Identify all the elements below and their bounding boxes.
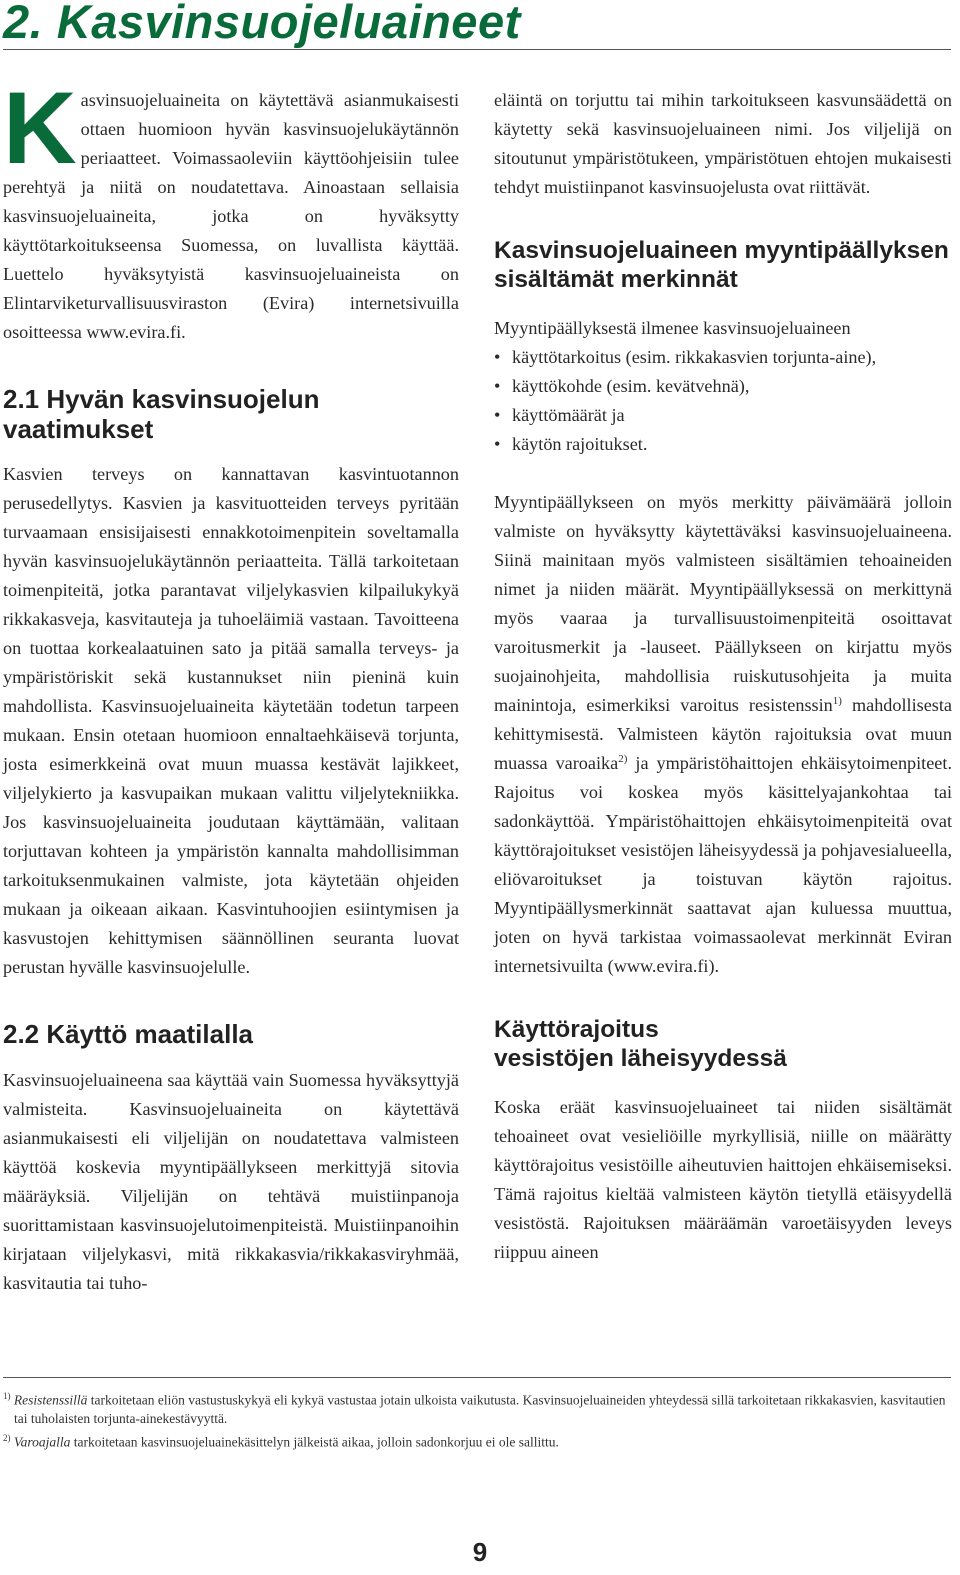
- footnotes: [3, 1387, 951, 1452]
- label-heading-line1: Kasvinsuojeluaineen myyntipäällyksen: [494, 237, 949, 264]
- section-2-2-continued: eläintä on torjuttu tai mihin tarkoitukseen kasvunsäädettä on käytetty sekä kasvinsuojeluaineen nimi. Jos viljelijä on sitoutunut ympäristötukeen, ympäristötuen ehtojen mukaisesti tehdyt muistiinpanot kasvinsuojelusta ovat riittävät.: [494, 90, 952, 197]
- label-paragraph-2: [494, 488, 952, 981]
- list-item: • käyttötarkoitus (esim. rikkakasvien torjunta-aine),: [494, 343, 952, 372]
- footnote-1-text: tarkoitetaan eliön vastustuskykyä eli kykyä vastustaa jotain ulkoista vaikutusta. Kasvinsuojeluaineiden yhteydessä sillä tarkoitetaan rikkakasvien, kasvitautien tai tuholaisten torjunta-ainekestävyyttä.: [14, 1392, 946, 1426]
- title-rule: [3, 49, 951, 50]
- intro-text: asvinsuojeluaineita on käytettävä asianmukaisesti ottaen huomioon hyvän kasvinsuojelukäytännön periaatteet. Voimassaoleviin käyttöohjeisiin tulee perehtyä ja niitä on noudatettava. Ainoastaan sellaisia kasvinsuojeluaineita, jotka on hyväksytty käyttötarkoitukseensa Suomessa, on luvallista käyttää. Luettelo hyväksytyistä kasvinsuojeluaineista on Elintarviketurvallisuusviraston (Evira) internetsivuilla osoitteessa www.evira.fi.: [3, 90, 459, 342]
- label-p2-part-b: mahdollisesta kehittymisestä. Valmisteen käytön rajoituksia ovat muun muassa varoaika: [494, 695, 953, 773]
- section-2-1-text: Kasvien terveys on kannattavan kasvintuotannon perusedellytys. Kasvien ja kasvituotteiden terveys pyritään turvaamaan ensisijaisesti ennakkotoimenpitein soveltamalla hyvän kasvinsuojelukäytännön periaatteita. Tällä tarkoitetaan toimenpiteitä, jotka parantavat viljelykasvien kilpailukykyä rikkakasveja, kasvitauteja ja tuhoeläimiä vastaan. Tavoitteena on tuottaa korkealaatuinen sato ja pitää samalla terveys- ja ympäristöriskit sekä kustannukset niin pieninä kuin mahdollista. Kasvinsuojeluaineita käytetään todetun tarpeen mukaan. Ensin otetaan huomioon ennaltaehkäisevä torjunta, josta esimerkkeinä ovat muun muassa kestävät lajikkeet, viljelykierto ja kasvupaikan mukaan valittu viljelytekniikka. Jos kasvinsuojeluaineita joudutaan käyttämään, valitaan torjuttavan kohteen ja ympäristön kannalta mahdollisimman tarkoituksenmukainen valmiste, jota käytetään ohjeiden mukaan ja oikeaan aikaan. Kasvintuhoojien esiintymisen ja kasvustojen kehittymisen säännöllinen seuranta luovat perustan hyvälle kasvinsuojelulle.: [3, 464, 459, 977]
- section-2-1-heading-line1: 2.1 Hyvän kasvinsuojelun: [3, 384, 320, 414]
- label-p2-part-c: ja ympäristöhaittojen ehkäisytoimenpiteet. Rajoitus voi koskea myös käsittelyajankohtaa tai sadonkäyttöä. Ympäristöhaittojen ehkäisytoimenpiteitä ovat käyttörajoitukset vesistöjen läheisyydessä ja pohjavesialueella, eliövaroitukset ja toistuvan käytön rajoitus. Myyntipäällysmerkinnät saattavat ajan kuluessa muuttua, joten on hyvä tarkistaa voimassaolevat merkinnät Eviran internetsivuilta (www.evira.fi).: [494, 753, 952, 976]
- footnote-2: [3, 1429, 951, 1452]
- footnote-ref-2: 2): [618, 752, 628, 765]
- left-column: [3, 71, 459, 1298]
- section-2-1-heading: [3, 384, 459, 444]
- section-2-2-heading: 2.2 Käyttö maatilalla: [3, 1019, 253, 1049]
- drop-cap: K: [3, 71, 77, 185]
- footnote-rule: [3, 1377, 951, 1378]
- footnote-1: [3, 1387, 951, 1429]
- right-column: [494, 86, 952, 1267]
- footnote-1-mark: 1): [3, 1391, 11, 1401]
- footnote-ref-1: 1): [832, 694, 842, 707]
- water-heading-line2: vesistöjen läheisyydessä: [494, 1045, 787, 1072]
- footnote-1-term: Resistenssillä: [13, 1392, 88, 1408]
- intro-paragraph: [3, 71, 459, 347]
- label-section-heading: [494, 236, 952, 294]
- footnote-2-text: tarkoitetaan kasvinsuojeluainekäsittelyn jälkeistä aikaa, jolloin sadonkorjuu ei ole sallittu.: [70, 1434, 559, 1449]
- footnote-2-mark: 2): [3, 1432, 11, 1443]
- water-section-heading: [494, 1015, 952, 1073]
- water-section-text: Koska eräät kasvinsuojeluaineet tai niiden sisältämät tehoaineet ovat vesieliöille myrkyllisiä, niille on määrätty käyttörajoitus vesistöille aiheutuvien haittojen ehkäisemiseksi. Tämä rajoitus kieltää valmisteen käytön tietyllä etäisyydellä vesistöstä. Rajoituksen määräämän varoetäisyyden leveys riippuu aineen: [494, 1097, 952, 1262]
- label-bullet-list: [494, 343, 952, 459]
- section-2-2-text: Kasvinsuojeluaineena saa käyttää vain Suomessa hyväksyttyjä valmisteita. Kasvinsuojeluaineita on käytettävä asianmukaisesti eli viljelijän on noudatettava valmisteen käyttöä koskevia myyntipäällykseen merkittyjä sitovia määräyksiä. Viljelijän on tehtävä muistiinpanoja suorittamistaan kasvinsuojelutoimenpiteistä. Muistiinpanoihin kirjataan viljelykasvi, mitä rikkakasvia/rikkakasviryhmää, kasvitautia tai tuho-: [3, 1070, 459, 1293]
- label-p2-part-a: Myyntipäällykseen on myös merkitty päivämäärä jolloin valmiste on hyväksytty käytettäväksi kasvinsuojeluaineena. Siinä mainitaan myös valmisteen sisältämien tehoaineiden nimet ja niiden määrät. Myyntipäällyksessä on merkittynä myös vaaraa ja turvallisuustoimenpiteitä osoittavat varoitusmerkit ja -lauseet. Päällykseen on kirjattu myös suojainohjeita, mahdollisia ruiskutusohjeita ja muita mainintoja, esimerkiksi varoitus resistenssin: [494, 492, 952, 715]
- list-item: • käyttömäärät ja: [494, 401, 952, 430]
- label-intro: Myyntipäällyksestä ilmenee kasvinsuojeluaineen: [494, 318, 851, 338]
- footnote-2-term: Varoajalla: [13, 1434, 71, 1449]
- section-2-1-heading-line2: vaatimukset: [3, 414, 154, 444]
- list-item: • käytön rajoitukset.: [494, 430, 952, 459]
- water-heading-line1: Käyttörajoitus: [494, 1016, 659, 1043]
- page-title: 2. Kasvinsuojeluaineet: [3, 0, 521, 48]
- page-number: 9: [472, 1537, 488, 1567]
- label-heading-line2: sisältämät merkinnät: [494, 266, 738, 293]
- list-item: • käyttökohde (esim. kevätvehnä),: [494, 372, 952, 401]
